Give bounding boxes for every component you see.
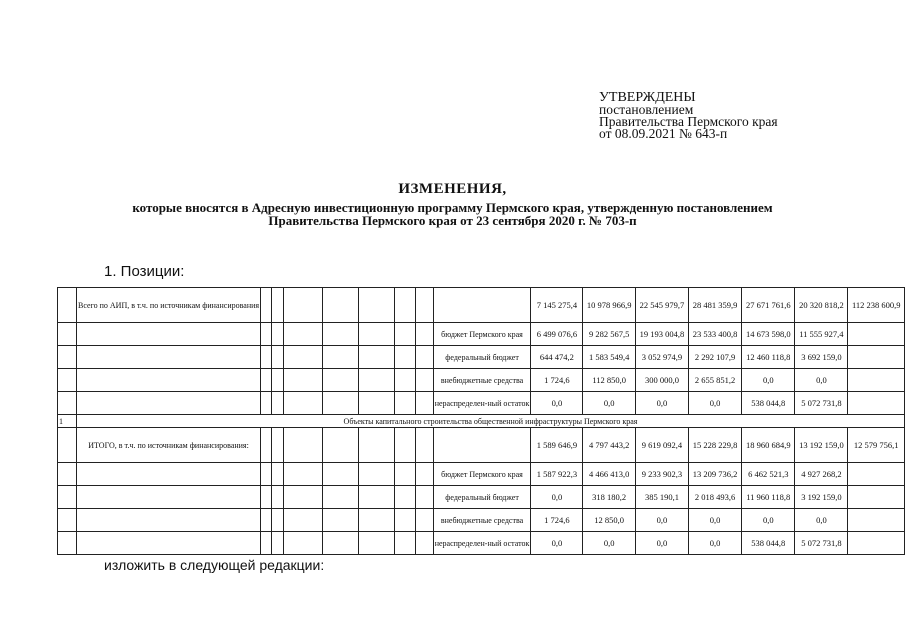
value-cell: 0,0 [635, 509, 688, 532]
blank-cell [359, 428, 394, 463]
blank-cell [77, 486, 261, 509]
blank-cell [284, 323, 322, 346]
blank-cell [58, 509, 77, 532]
blank-cell [359, 463, 394, 486]
blank-cell [284, 532, 322, 555]
blank-cell [272, 428, 284, 463]
blank-cell [272, 486, 284, 509]
blank-cell [322, 288, 359, 323]
approval-line-2: Правительства Пермского края [599, 114, 778, 129]
blank-cell [394, 428, 416, 463]
value-cell: 0,0 [635, 532, 688, 555]
footer-text: изложить в следующей редакции: [104, 557, 325, 573]
value-cell: 12 579 756,1 [848, 428, 905, 463]
blank-cell [272, 509, 284, 532]
blank-cell [77, 509, 261, 532]
blank-cell [261, 346, 272, 369]
table-row [58, 428, 905, 463]
value-cell: 13 209 736,2 [689, 463, 742, 486]
blank-cell [416, 486, 433, 509]
value-cell [848, 509, 905, 532]
blank-cell [284, 369, 322, 392]
blank-cell [272, 532, 284, 555]
value-cell: 27 671 761,6 [742, 288, 795, 323]
blank-cell [322, 509, 359, 532]
value-cell [848, 463, 905, 486]
value-cell [848, 346, 905, 369]
value-cell: 4 466 413,0 [583, 463, 635, 486]
blank-cell [394, 392, 416, 415]
blank-cell [261, 288, 272, 323]
value-cell: 6 499 076,6 [531, 323, 583, 346]
value-cell: 385 190,1 [635, 486, 688, 509]
value-cell: 300 000,0 [635, 369, 688, 392]
blank-cell [359, 369, 394, 392]
blank-cell [58, 346, 77, 369]
blank-cell [58, 369, 77, 392]
value-cell: 0,0 [742, 509, 795, 532]
blank-cell [58, 428, 77, 463]
value-cell: 2 292 107,9 [689, 346, 742, 369]
blank-cell [284, 346, 322, 369]
funding-source [433, 428, 531, 463]
value-cell: 112 238 600,9 [848, 288, 905, 323]
value-cell: 3 052 974,9 [635, 346, 688, 369]
blank-cell [359, 288, 394, 323]
value-cell: 3 692 159,0 [795, 346, 848, 369]
value-cell: 1 724,6 [531, 369, 583, 392]
table-row [58, 369, 905, 392]
value-cell [848, 532, 905, 555]
blank-cell [416, 392, 433, 415]
blank-cell [322, 463, 359, 486]
value-cell [848, 486, 905, 509]
blank-cell [261, 532, 272, 555]
value-cell: 0,0 [689, 392, 742, 415]
blank-cell [394, 346, 416, 369]
blank-cell [394, 532, 416, 555]
block-label: Всего по АИП, в т.ч. по источникам финансирования [77, 288, 261, 323]
funding-source: внебюджетные средства [433, 509, 531, 532]
value-cell: 2 018 493,6 [689, 486, 742, 509]
blank-cell [322, 323, 359, 346]
blank-cell [77, 323, 261, 346]
blank-cell [58, 532, 77, 555]
table-row [58, 486, 905, 509]
blank-cell [77, 392, 261, 415]
blank-cell [394, 288, 416, 323]
funding-source: внебюджетные средства [433, 369, 531, 392]
blank-cell [322, 346, 359, 369]
value-cell: 1 583 549,4 [583, 346, 635, 369]
value-cell: 9 619 092,4 [635, 428, 688, 463]
section-heading: 1. Позиции: [104, 263, 185, 280]
value-cell: 28 481 359,9 [689, 288, 742, 323]
blank-cell [416, 323, 433, 346]
funding-source: нераспределен-ный остаток [433, 532, 531, 555]
blank-cell [58, 463, 77, 486]
blank-cell [284, 428, 322, 463]
blank-cell [284, 486, 322, 509]
approval-line-1: постановлением [599, 102, 694, 117]
blank-cell [284, 463, 322, 486]
document-title: ИЗМЕНЕНИЯ, [398, 181, 507, 197]
value-cell: 644 474,2 [531, 346, 583, 369]
value-cell: 1 587 922,3 [531, 463, 583, 486]
value-cell: 9 282 567,5 [583, 323, 635, 346]
value-cell: 15 228 229,8 [689, 428, 742, 463]
blank-cell [394, 369, 416, 392]
blank-cell [58, 288, 77, 323]
value-cell: 9 233 902,3 [635, 463, 688, 486]
table-row [58, 509, 905, 532]
table-row [58, 392, 905, 415]
blank-cell [284, 392, 322, 415]
value-cell: 0,0 [742, 369, 795, 392]
blank-cell [77, 463, 261, 486]
value-cell: 0,0 [635, 392, 688, 415]
section-index: 1 [58, 415, 77, 428]
blank-cell [416, 532, 433, 555]
blank-cell [322, 428, 359, 463]
value-cell: 3 192 159,0 [795, 486, 848, 509]
funding-source [433, 288, 531, 323]
blank-cell [394, 509, 416, 532]
blank-cell [416, 369, 433, 392]
value-cell: 6 462 521,3 [742, 463, 795, 486]
blank-cell [261, 392, 272, 415]
funding-source: федеральный бюджет [433, 486, 531, 509]
document-subtitle-line-1: которые вносятся в Адресную инвестиционную программу Пермского края, утвержденную постановлением [132, 200, 773, 215]
value-cell: 10 978 966,9 [583, 288, 635, 323]
blank-cell [322, 532, 359, 555]
blank-cell [272, 346, 284, 369]
approval-stamp [599, 92, 778, 140]
table-row [58, 532, 905, 555]
blank-cell [359, 346, 394, 369]
blank-cell [261, 509, 272, 532]
value-cell: 5 072 731,8 [795, 532, 848, 555]
blank-cell [394, 323, 416, 346]
blank-cell [261, 428, 272, 463]
value-cell: 0,0 [689, 532, 742, 555]
blank-cell [322, 392, 359, 415]
funding-source: бюджет Пермского края [433, 323, 531, 346]
value-cell: 4 797 443,2 [583, 428, 635, 463]
document-subtitle-line-2: Правительства Пермского края от 23 сентября 2020 г. № 703-п [268, 213, 637, 228]
blank-cell [261, 463, 272, 486]
blank-cell [58, 323, 77, 346]
value-cell: 11 960 118,8 [742, 486, 795, 509]
blank-cell [284, 509, 322, 532]
value-cell: 538 044,8 [742, 392, 795, 415]
value-cell: 1 589 646,9 [531, 428, 583, 463]
value-cell: 538 044,8 [742, 532, 795, 555]
value-cell: 318 180,2 [583, 486, 635, 509]
value-cell: 1 724,6 [531, 509, 583, 532]
approval-line-3: от 08.09.2021 № 643-п [599, 126, 728, 141]
blank-cell [359, 392, 394, 415]
value-cell [848, 392, 905, 415]
section-title: Объекты капитального строительства общественной инфраструктуры Пермского края [77, 415, 905, 428]
value-cell: 0,0 [531, 486, 583, 509]
value-cell: 14 673 598,0 [742, 323, 795, 346]
blank-cell [359, 509, 394, 532]
blank-cell [416, 509, 433, 532]
value-cell: 0,0 [531, 532, 583, 555]
value-cell: 112 850,0 [583, 369, 635, 392]
blank-cell [416, 428, 433, 463]
value-cell [848, 323, 905, 346]
value-cell: 22 545 979,7 [635, 288, 688, 323]
value-cell: 4 927 268,2 [795, 463, 848, 486]
funding-source: федеральный бюджет [433, 346, 531, 369]
positions-table [57, 287, 905, 555]
value-cell: 5 072 731,8 [795, 392, 848, 415]
value-cell: 23 533 400,8 [689, 323, 742, 346]
blank-cell [272, 392, 284, 415]
value-cell [848, 369, 905, 392]
table-row [58, 288, 905, 323]
table-section-row [58, 415, 905, 428]
value-cell: 0,0 [531, 392, 583, 415]
blank-cell [359, 532, 394, 555]
table-row [58, 346, 905, 369]
value-cell: 0,0 [795, 509, 848, 532]
value-cell: 0,0 [583, 532, 635, 555]
value-cell: 12 850,0 [583, 509, 635, 532]
blank-cell [416, 346, 433, 369]
blank-cell [261, 323, 272, 346]
value-cell: 11 555 927,4 [795, 323, 848, 346]
value-cell: 12 460 118,8 [742, 346, 795, 369]
table-row [58, 323, 905, 346]
blank-cell [77, 532, 261, 555]
table-row [58, 463, 905, 486]
funding-source: нераспределен-ный остаток [433, 392, 531, 415]
blank-cell [284, 288, 322, 323]
blank-cell [394, 463, 416, 486]
blank-cell [272, 463, 284, 486]
blank-cell [77, 346, 261, 369]
value-cell: 18 960 684,9 [742, 428, 795, 463]
blank-cell [394, 486, 416, 509]
blank-cell [416, 463, 433, 486]
value-cell: 7 145 275,4 [531, 288, 583, 323]
blank-cell [416, 288, 433, 323]
value-cell: 0,0 [583, 392, 635, 415]
block-label: ИТОГО, в т.ч. по источникам финансирования: [77, 428, 261, 463]
blank-cell [322, 486, 359, 509]
blank-cell [58, 486, 77, 509]
blank-cell [261, 486, 272, 509]
value-cell: 19 193 004,8 [635, 323, 688, 346]
blank-cell [322, 369, 359, 392]
approval-heading: УТВЕРЖДЕНЫ [599, 90, 696, 105]
value-cell: 13 192 159,0 [795, 428, 848, 463]
value-cell: 2 655 851,2 [689, 369, 742, 392]
blank-cell [272, 288, 284, 323]
value-cell: 0,0 [795, 369, 848, 392]
funding-source: бюджет Пермского края [433, 463, 531, 486]
value-cell: 0,0 [689, 509, 742, 532]
blank-cell [359, 323, 394, 346]
blank-cell [272, 323, 284, 346]
blank-cell [359, 486, 394, 509]
blank-cell [272, 369, 284, 392]
value-cell: 20 320 818,2 [795, 288, 848, 323]
blank-cell [261, 369, 272, 392]
blank-cell [77, 369, 261, 392]
blank-cell [58, 392, 77, 415]
